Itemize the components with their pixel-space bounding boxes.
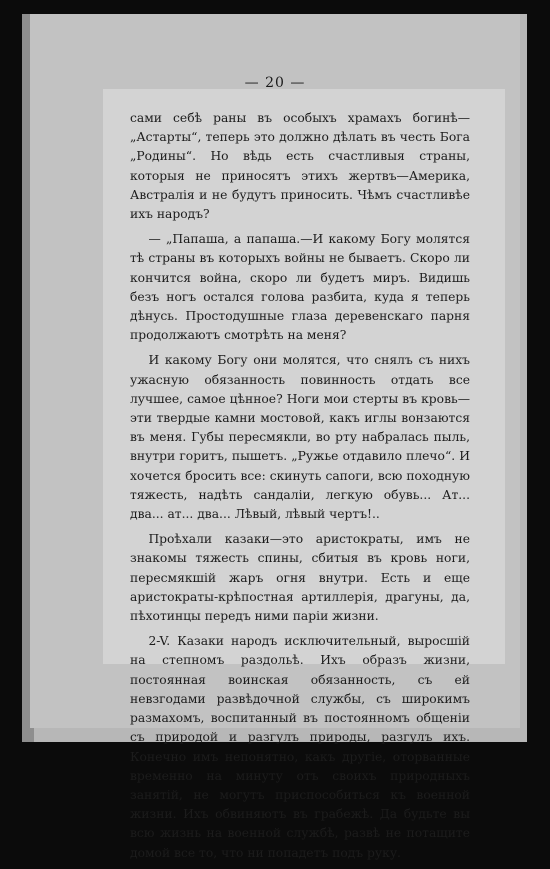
paragraph-2: — „Папаша, а папаша.—И какому Богу молятся тѣ страны въ которыхъ войны не бываетъ. Скоро ли кончится война, скоро ли будетъ миръ. Видишь безъ ногъ остался голова разбита, куда я теперь дѣнусь. Простодушные глаза деревенскаго парня продолжаютъ смотрѣть на меня? [130,232,470,343]
body-text [130,109,470,869]
paragraph-5: 2-V. Казаки народъ исключительный, выросшій на степномъ раздольѣ. Ихъ образъ жизни, постоянная воинская обязанность, съ ей невзгодами развѣдочной службы, съ широкимъ размахомъ, воспитанный въ постоянномъ общеніи съ природой и разгулъ природы, разгулъ ихъ. Конечно имъ непонятно, какъ другіе, оторванные временно на минуту отъ своихъ природныхъ занятій, не могутъ приспособиться къ военной жизни. Ихъ обвиняютъ въ грабежѣ. Да будьте вы всю жизнь на военной службѣ, развѣ не потащите домой все то, что ни попадетъ подъ руку. [130,634,470,860]
paragraph-3: И какому Богу они молятся, что снялъ съ нихъ ужасную обязанность повинность отдать все лучшее, самое цѣнное? Ноги мои стерты въ кровь—эти твердые камни мостовой, какъ иглы вонзаются въ меня. Губы пересмякли, во рту набралась пыль, внутри горитъ, пышетъ. „Ружье отдавило плечо“. И хочется бросить все: скинуть сапоги, всю походную тяжесть, надѣть сандаліи, легкую обувь... Ат... два... ат... два... Лѣвый, лѣвый чертъ!.. [130,353,470,522]
page-number: — 20 — [244,75,306,91]
paragraph-4: Проѣхали казаки—это аристократы, имъ не знакомы тяжесть спины, сбитыя въ кровь ноги, пересмякшій жаръ огня внутри. Есть и еще аристократы-крѣпостная артиллерія, драгуны, да, пѣхотинцы передъ ними паріи жизни. [130,532,470,624]
paragraph-1: сами себѣ раны въ особыхъ храмахъ богинѣ—„Астарты“, теперь это должно дѣлать въ честь Бога „Родины“. Но вѣдь есть счастливыя страны, которыя не приносятъ этихъ жертвъ—Америка, Австралія и не будутъ приносить. Чѣмъ счастливѣе ихъ народъ? [130,111,470,222]
